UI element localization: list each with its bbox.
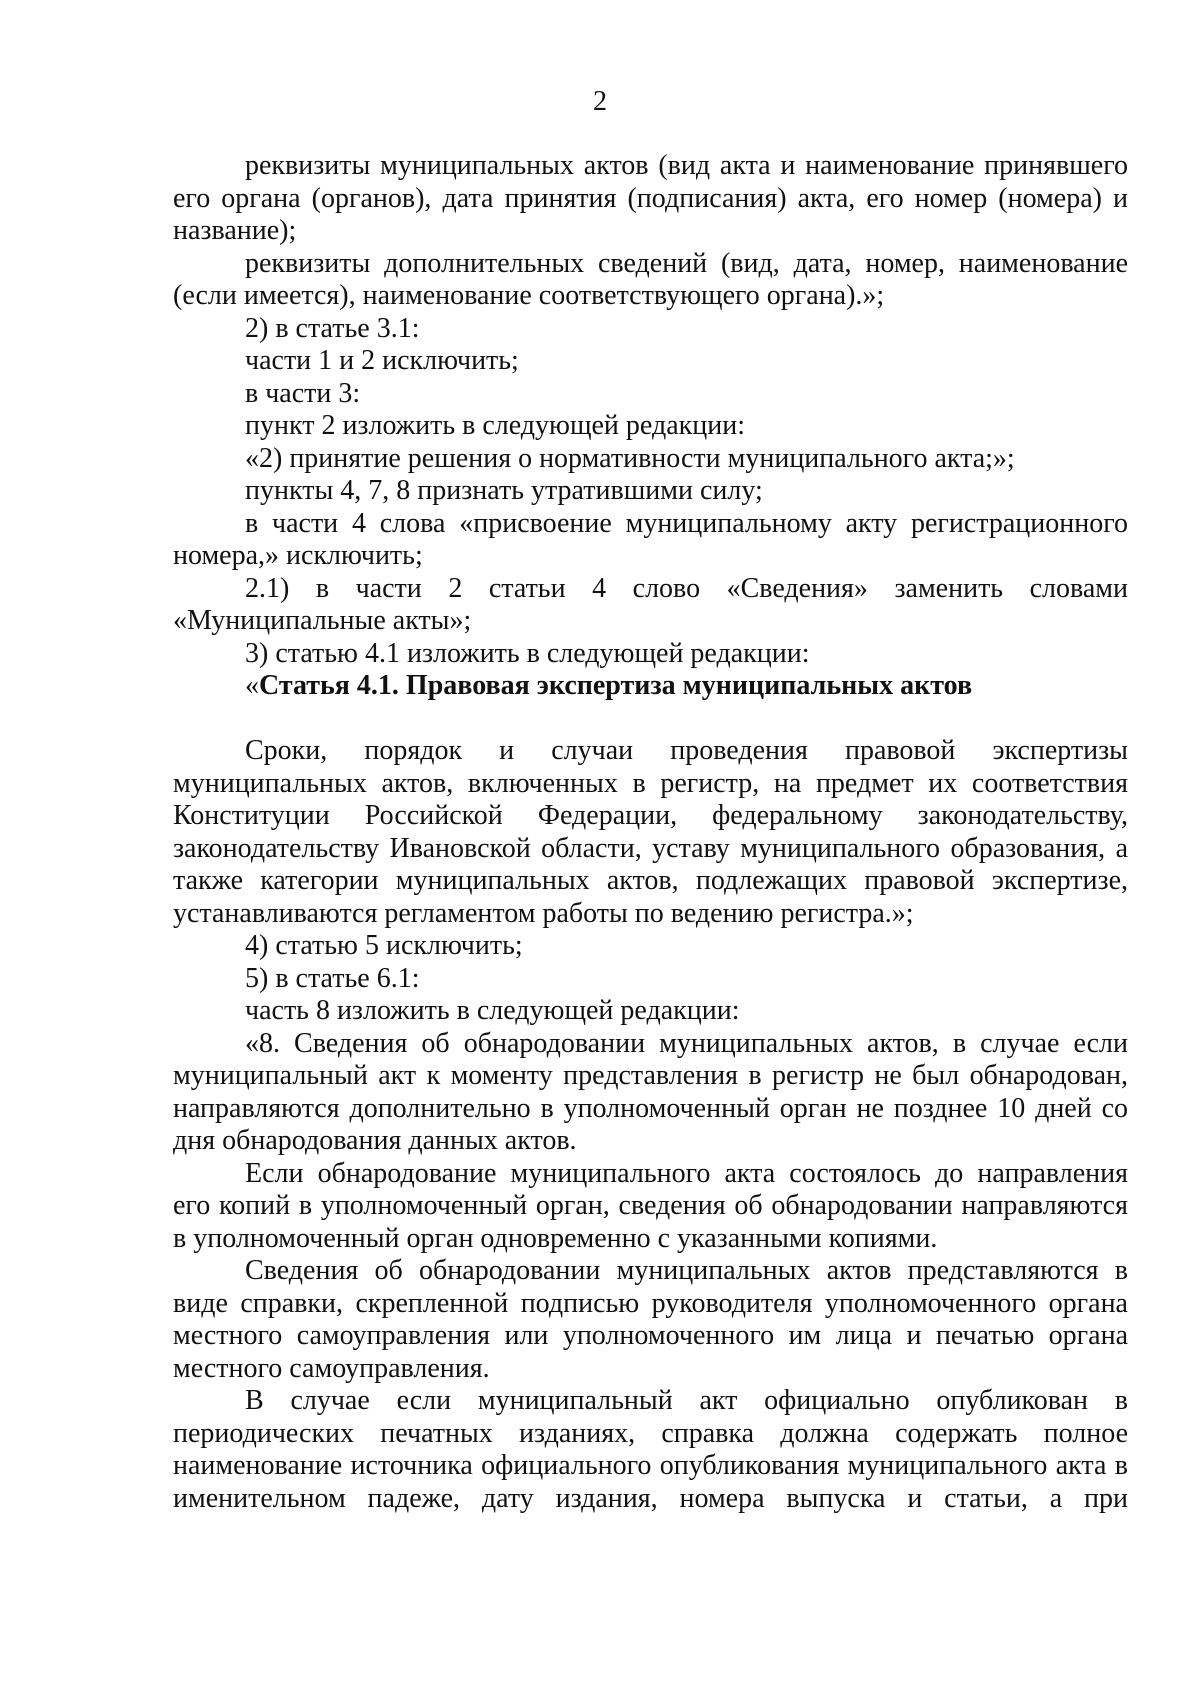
paragraph: части 1 и 2 исключить; xyxy=(245,345,519,376)
paragraph: 2.1) в части 2 статьи 4 слово «Сведения» заменить словами «Муниципальные акты»; xyxy=(173,572,1128,636)
blank-line xyxy=(173,703,1128,736)
paragraph: реквизиты муниципальных актов (вид акта и наименование принявшего его органа (органов), дата принятия (подписания) акта, его номер (номера) и название); xyxy=(173,150,1128,246)
paragraph: часть 8 изложить в следующей редакции: xyxy=(245,995,740,1026)
paragraph: «8. Сведения об обнародовании муниципальных актов, в случае если муниципальный акт к моменту представления в регистр не был обнародован, направляются дополнительно в уполномоченный орган не позднее 10 дней со дня обнародования данных актов. xyxy=(173,1027,1128,1156)
paragraph: в части 3: xyxy=(245,377,361,409)
paragraph: 5) в статье 6.1: xyxy=(245,962,420,994)
paragraph: В случае если муниципальный акт официально опубликован в периодических печатных изданиях, справка должна содержать полное наименование источника официального опубликования муниципального акта в именительном падеже, дату издания, номера выпуска и статьи, а при xyxy=(173,1385,1128,1514)
page-number: 2 xyxy=(593,86,607,117)
paragraph: «2) принятие решения о нормативности муниципального акта;»; xyxy=(245,442,1015,474)
paragraph: пункт 2 изложить в следующей редакции: xyxy=(245,410,745,441)
paragraph: 3) статью 4.1 изложить в следующей редакции: xyxy=(245,637,810,669)
heading-quote: « xyxy=(245,670,259,701)
article-heading-text: Статья 4.1. Правовая экспертиза муниципальных актов xyxy=(259,670,973,701)
paragraph: 4) статью 5 исключить; xyxy=(245,930,523,961)
paragraph: Если обнародование муниципального акта состоялось до направления его копий в уполномоченный орган, сведения об обнародовании направляются в уполномоченный орган одновременно с указанными копиями. xyxy=(173,1157,1128,1254)
paragraph: в части 4 слова «присвоение муниципальному акту регистрационного номера,» исключить; xyxy=(173,507,1128,571)
article-heading xyxy=(173,670,1128,703)
paragraph: Сроки, порядок и случаи проведения правовой экспертизы муниципальных актов, включенных в регистр, на предмет их соответствия Конституции Российской Федерации, федеральному законодательству, законодательству Ивановской области, уставу муниципального образования, а также категории муниципальных актов, подлежащих правовой экспертизе, устанавливаются регламентом работы по ведению регистра.»; xyxy=(173,735,1128,929)
document-body xyxy=(173,150,1128,1515)
paragraph: Сведения об обнародовании муниципальных актов представляются в виде справки, скрепленной подписью руководителя уполномоченного органа местного самоуправления или уполномоченного им лица и печатью органа местного самоуправления. xyxy=(173,1255,1128,1384)
paragraph: реквизиты дополнительных сведений (вид, дата, номер, наименование (если имеется), наименование соответствующего органа).»; xyxy=(173,247,1128,311)
paragraph: 2) в статье 3.1: xyxy=(245,312,420,344)
paragraph: пункты 4, 7, 8 признать утратившими силу; xyxy=(245,475,763,506)
